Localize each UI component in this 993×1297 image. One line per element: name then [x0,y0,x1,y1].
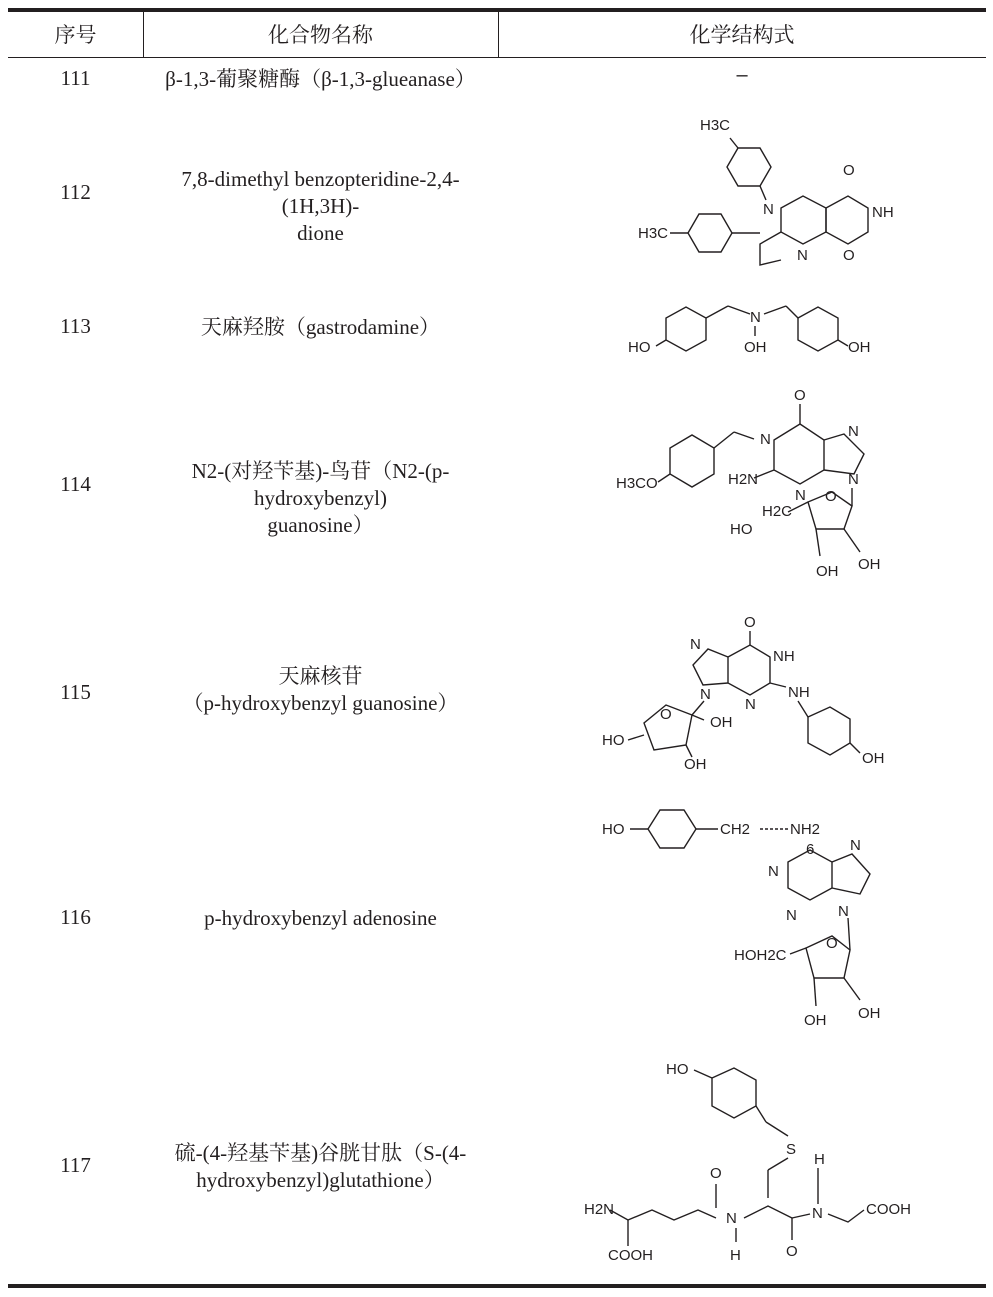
header-divider [143,12,144,57]
table-header-rule [8,57,986,58]
atom-label: O [843,162,855,179]
atom-label: N [848,423,859,440]
atom-label: N [768,863,779,880]
molecule-diagram [498,810,986,1040]
table-bottom-rule [8,1284,986,1288]
molecule-diagram [498,1058,986,1273]
atom-label: OH [804,1012,827,1029]
compound-name-line: guanosine） [267,513,374,537]
row-number: 112 [60,180,91,204]
atom-label: O [786,1243,798,1260]
compound-name-line: 硫-(4-羟基苄基)谷胱甘肽（S-(4- [174,1141,467,1165]
structure-113 [498,292,986,372]
row-number: 117 [60,1153,91,1177]
compound-name-line: 天麻核苷 [278,664,363,688]
header-compound-name: 化合物名称 [268,23,373,47]
table-row [8,384,986,584]
atom-label: OH [744,339,767,356]
atom-label: COOH [608,1247,653,1264]
atom-label: OH [858,1005,881,1022]
atom-label: OH [862,750,885,767]
table-row [8,292,986,372]
compound-name-line: N2-(对羟苄基)-鸟苷（N2-(p-hydroxybenzyl) [191,459,450,510]
atom-label: N [850,837,861,854]
atom-label: O [825,488,837,505]
atom-label: HOH2C [734,947,787,964]
structure-116 [498,810,986,1040]
atom-label: O [794,387,806,404]
atom-label: OH [684,756,707,773]
compound-name: 天麻羟胺（gastrodamine） [200,315,441,339]
atom-label: N [745,696,756,713]
table-row [8,1058,986,1273]
atom-label: OH [816,563,839,580]
atom-label: H2C [762,503,793,520]
molecule-diagram [498,605,986,780]
atom-label: N [750,309,761,326]
atom-label: N [797,247,808,264]
row-number: 114 [60,472,91,496]
compound-name: p-hydroxybenzyl adenosine [204,906,437,930]
atom-label: N [760,431,771,448]
atom-label: HO [628,339,651,356]
atom-label: HO [602,732,625,749]
compound-name-line: hydroxybenzyl)glutathione） [196,1168,445,1192]
atom-label: H [730,1247,741,1264]
compound-name [143,166,498,247]
atom-label: CH2 [720,821,751,838]
atom-label: OH [848,339,871,356]
compound-name [143,663,498,717]
header-structure: 化学结构式 [689,23,795,47]
table-row [8,110,986,280]
table-row [8,810,986,1040]
atom-label: O [826,935,838,952]
row-number: 111 [60,66,91,90]
atom-label: OH [858,556,881,573]
structure-117 [498,1058,986,1273]
molecule-diagram [498,384,986,584]
atom-label: N [763,201,774,218]
atom-label: H [814,1151,825,1168]
structure-115 [498,605,986,780]
molecule-diagram [498,292,986,372]
compound-name-line: （p-hydroxybenzyl guanosine） [182,691,459,715]
atom-label: N [812,1205,823,1222]
table-row [8,605,986,780]
compound-name: β-1,3-葡聚糖酶（β-1,3-glueanase） [165,67,476,91]
compound-name-line: dione [297,221,344,245]
atom-label: OH [710,714,733,731]
atom-label: N [848,471,859,488]
structure-114 [498,384,986,584]
atom-label: O [744,614,756,631]
table-top-rule [8,8,986,12]
atom-label: H2N [584,1201,615,1218]
atom-label: H2N [728,471,759,488]
structure-112 [498,110,986,280]
atom-label: O [843,247,855,264]
row-number: 113 [60,314,91,338]
atom-label: N [690,636,701,653]
row-number: 116 [60,905,91,929]
structure-dash: – [736,64,748,86]
header-divider [498,12,499,57]
compound-name [143,458,498,539]
table-row [8,66,986,96]
compound-name [143,1140,498,1194]
atom-label: N [795,487,806,504]
atom-label: N [726,1210,737,1227]
atom-label: N [838,903,849,920]
atom-label: O [660,706,672,723]
atom-label: NH [773,648,795,665]
header-no: 序号 [54,23,97,47]
atom-label: HO [602,821,625,838]
atom-label: NH [872,204,894,221]
atom-label: H3C [638,225,669,242]
atom-label: NH [788,684,810,701]
atom-label: S [786,1141,797,1158]
atom-label: HO [730,521,753,538]
compound-name-line: 7,8-dimethyl benzopteridine-2,4-(1H,3H)- [181,167,460,218]
molecule-diagram [498,110,986,280]
atom-label: N [700,686,711,703]
atom-label: COOH [866,1201,911,1218]
atom-label: H3CO [616,475,658,492]
row-number: 115 [60,680,91,704]
atom-label: HO [666,1061,689,1078]
atom-label: H3C [700,117,731,134]
atom-label: 6 [806,841,815,858]
atom-label: O [710,1165,722,1182]
atom-label: N [786,907,797,924]
atom-label: NH2 [790,821,821,838]
